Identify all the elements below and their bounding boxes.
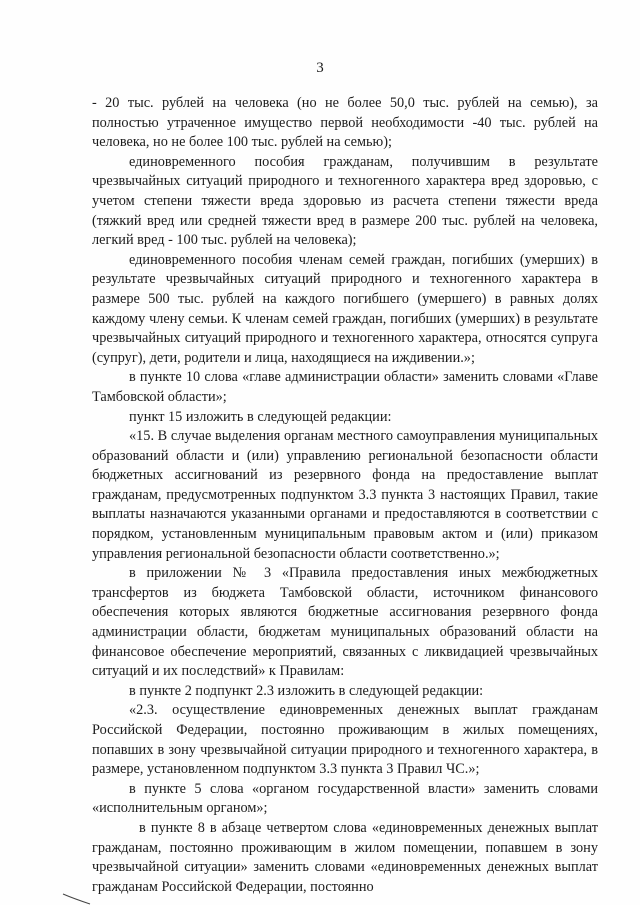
paragraph-2: единовременного пособия гражданам, получившим в результате чрезвычайных ситуаций природного и техногенного характера вред здоровью, с учетом степени тяжести вреда здоровью из расчета степени тяжести вреда (тяжкий вред или средней тяжести вред в размере 200 тыс. рублей на человека, легкий вред - 100 тыс. рублей на человека); (92, 153, 598, 249)
paragraph-9: «2.3. осуществление единовременных денежных выплат гражданам Российской Федерации, постоянно проживающим в жилых помещениях, попавших в зону чрезвычайной ситуации природного и техногенного характера, в размере, установленном подпунктом 3.3 пункта 3 Правил ЧС.»; (92, 702, 598, 778)
document-body (92, 94, 598, 897)
paragraph-4: в пункте 10 слова «главе администрации области» заменить словами «Главе Тамбовской области»; (92, 369, 598, 405)
paragraph-1: - 20 тыс. рублей на человека (но не более 50,0 тыс. рублей на семью), за полностью утраченное имущество первой необходимости -40 тыс. рублей на человека, но не более 100 тыс. рублей на семью); (92, 95, 598, 151)
page-number: 3 (316, 60, 324, 76)
scan-artifact-mark (62, 891, 92, 905)
paragraph-3: единовременного пособия членам семей граждан, погибших (умерших) в результате чрезвычайных ситуаций природного и техногенного характера в размере 500 тыс. рублей на каждого погибшего (умершего) в равных долях каждому члену семьи. К членам семей граждан, погибших (умерших) в результате чрезвычайных ситуаций природного и техногенного характера, относятся супруга (супруг), дети, родители и лица, находящиеся на иждивении.»; (92, 251, 598, 366)
paragraph-10: в пункте 5 слова «органом государственной власти» заменить словами «исполнительным органом»; (92, 780, 598, 817)
paragraph-7: в приложении № 3 «Правила предоставления иных межбюджетных трансфертов из бюджета Тамбовской области, источником финансового обеспечения которых являются бюджетные ассигнования резервного фонда администрации области, бюджетам муниципальных образований области на финансовое обеспечение мероприятий, связанных с ликвидацией чрезвычайных ситуаций и их последствий» к Правилам: (92, 565, 598, 680)
paragraph-5: пункт 15 изложить в следующей редакции: (129, 408, 392, 425)
paragraph-6: «15. В случае выделения органам местного самоуправления муниципальных образований области и (или) управлению региональной безопасности области бюджетных ассигнований из резервного фонда на предоставление выплат гражданам, предусмотренных подпунктом 3.3 пункта 3 настоящих Правил, такие выплаты назначаются указанными органами и предоставляются в соответствии с порядком, установленным муниципальным правовым актом и (или) приказом управления региональной безопасности области соответственно.»; (92, 428, 598, 562)
paragraph-11: в пункте 8 в абзаце четвертом слова «единовременных денежных выплат гражданам, постоянно проживающим в жилом помещении, попавшем в зону чрезвычайной ситуации» заменить словами «единовременных денежных выплат гражданам Российской Федерации, постоянно (92, 819, 598, 895)
paragraph-8: в пункте 2 подпункт 2.3 изложить в следующей редакции: (129, 682, 484, 699)
